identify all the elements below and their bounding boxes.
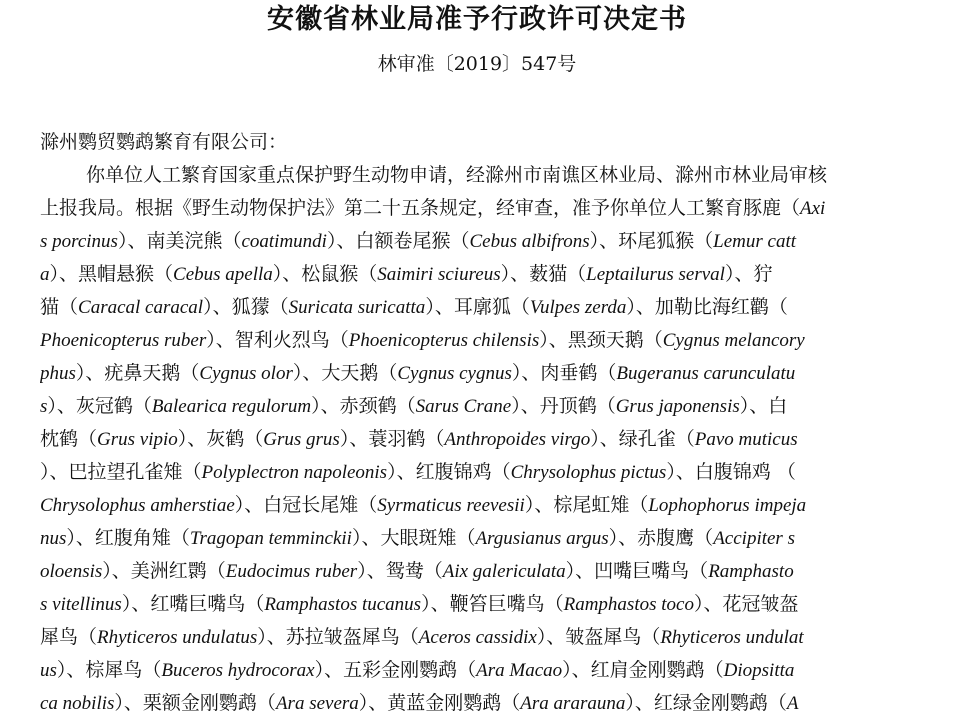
body-text-segment: ）、黑颈天鹅（: [539, 329, 663, 351]
body-text-segment: 你单位人工繁育国家重点保护野生动物申请，经滁州市南谯区林业局、滁州市林业局审核: [86, 164, 828, 186]
body-text-segment: ）、加勒比海红鹳（: [626, 296, 788, 318]
species-latin-name: Ramphastos toco: [563, 594, 694, 615]
body-text-line: [40, 291, 912, 324]
body-text-segment: ）、五彩金刚鹦鹉（: [314, 659, 477, 681]
species-latin-name: Ara severa: [275, 693, 359, 714]
species-latin-name: Cygnus melancory: [662, 330, 805, 351]
body-text-segment: ）、绿孔雀（: [590, 428, 695, 450]
body-text-segment: ）、苏拉皱盔犀鸟（: [257, 626, 419, 648]
body-text-segment: ）、红绿金刚鹦鹉（: [625, 692, 787, 714]
body-text-segment: ）、丹顶鹤（: [511, 395, 616, 417]
species-latin-name: s porcinus: [40, 231, 118, 252]
body-text-segment: ）、薮猫（: [500, 263, 587, 285]
body-text-line: [40, 423, 912, 456]
body-text-segment: ）、红腹角雉（: [66, 527, 190, 549]
body-text-segment: ）、红肩金刚鹦鹉（: [562, 659, 724, 681]
species-latin-name: oloensis: [40, 561, 103, 582]
body-text-segment: ）、赤颈鹤（: [311, 395, 416, 417]
species-latin-name: Caracal caracal: [78, 297, 204, 318]
species-latin-name: Accipiter s: [713, 528, 795, 549]
body-text-line: [40, 357, 912, 390]
document-body: [40, 159, 912, 715]
body-text-segment: ）、黑帽悬猴（: [49, 263, 174, 285]
species-latin-name: Grus japonensis: [615, 396, 740, 417]
body-text-segment: ）、棕尾虹雉（: [524, 494, 649, 516]
species-latin-name: Cygnus olor: [199, 363, 293, 384]
body-text-segment: ）、巴拉望孔雀雉（: [40, 461, 202, 483]
body-text-segment: ）、大眼斑雉（: [351, 527, 476, 549]
species-latin-name: Diopsitta: [723, 660, 795, 681]
body-text-segment: ）、凹嘴巨嘴鸟（: [565, 560, 709, 582]
species-latin-name: Ara Macao: [476, 660, 563, 681]
body-text-segment: ）、白: [739, 395, 788, 417]
body-text-line: [40, 489, 912, 522]
species-latin-name: Lophophorus impeja: [648, 495, 807, 516]
body-text-segment: ）、南美浣熊（: [117, 230, 242, 252]
species-latin-name: Eudocimus ruber: [225, 561, 358, 582]
body-text-segment: ）、美洲红鹮（: [102, 560, 226, 582]
body-text-segment: 枕鹤（: [40, 428, 98, 450]
body-text-segment: ）、红嘴巨嘴鸟（: [121, 593, 265, 615]
body-text-line: [40, 621, 912, 654]
body-text-line: [40, 456, 912, 489]
body-text-line: [40, 324, 912, 357]
body-text-segment: ）、棕犀鸟（: [56, 659, 162, 681]
body-text-segment: ）、疣鼻天鹅（: [75, 362, 200, 384]
species-latin-name: Vulpes zerda: [529, 297, 627, 318]
document-title: 安徽省林业局准予行政许可决定书: [267, 4, 687, 35]
body-text-segment: ）、狐獴（: [203, 296, 289, 318]
body-text-segment: ）、红腹锦鸡（: [387, 461, 511, 483]
species-latin-name: a: [40, 264, 50, 285]
body-text-segment: ）、松鼠猴（: [272, 263, 378, 285]
species-latin-name: Rhyticeros undulat: [660, 627, 804, 648]
species-latin-name: Saimiri sciureus: [377, 264, 501, 285]
body-text-segment: ）、赤腹鹰（: [608, 527, 714, 549]
body-text-segment: ）、栗额金刚鹦鹉（: [114, 692, 276, 714]
species-latin-name: Argusianus argus: [475, 528, 609, 549]
species-latin-name: Chrysolophus pictus: [510, 462, 667, 483]
body-text-segment: ）、灰冠鹤（: [47, 395, 152, 417]
species-latin-name: Leptailurus serval: [586, 264, 725, 285]
species-latin-name: Pavo muticus: [694, 429, 798, 450]
species-latin-name: Ara ararauna: [520, 693, 626, 714]
species-latin-name: A: [786, 693, 799, 714]
species-latin-name: Balearica regulorum: [151, 396, 312, 417]
species-latin-name: Tragopan temminckii: [189, 528, 352, 549]
body-text-segment: ）、灰鹤（: [177, 428, 264, 450]
species-latin-name: Sarus Crane: [415, 396, 512, 417]
body-text-line: [40, 258, 912, 291]
species-latin-name: coatimundi: [241, 231, 327, 252]
species-latin-name: Phoenicopterus ruber: [40, 330, 207, 351]
species-latin-name: Axi: [800, 198, 826, 219]
addressee: 滁州鹦贸鹦鹉繁育有限公司：: [40, 131, 288, 153]
species-latin-name: Polyplectron napoleonis: [201, 462, 388, 483]
body-text-segment: ）、智利火烈鸟（: [206, 329, 349, 351]
body-text-line: [40, 654, 912, 687]
body-text-segment: ）、大天鹅（: [292, 362, 398, 384]
body-text-segment: 上报我局。根据《野生动物保护法》第二十五条规定，经审查，准予你单位人工繁育豚鹿（: [40, 197, 801, 219]
species-latin-name: Cebus apella: [173, 264, 273, 285]
species-latin-name: s vitellinus: [40, 594, 122, 615]
species-latin-name: Cygnus cygnus: [397, 363, 512, 384]
body-text-segment: 犀鸟（: [40, 626, 98, 648]
species-latin-name: Bugeranus carunculatu: [616, 363, 796, 384]
body-text-segment: ）、狞: [724, 263, 773, 285]
species-latin-name: s: [40, 396, 48, 417]
species-latin-name: Grus vipio: [97, 429, 178, 450]
species-latin-name: Ramphasto: [708, 561, 794, 582]
body-text-line: [40, 159, 912, 192]
body-text-segment: ）、环尾狐猴（: [589, 230, 714, 252]
species-latin-name: Rhyticeros undulatus: [97, 627, 258, 648]
body-text-segment: ）、鸳鸯（: [357, 560, 443, 582]
body-text-segment: ）、白冠长尾雉（: [234, 494, 378, 516]
body-text-line: [40, 192, 912, 225]
species-latin-name: Phoenicopterus chilensis: [348, 330, 540, 351]
species-latin-name: us: [40, 660, 57, 681]
body-text-line: [40, 522, 912, 555]
body-text-segment: ）、鞭笞巨嘴鸟（: [421, 593, 564, 615]
body-text-line: [40, 555, 912, 588]
body-text-segment: ）、蓑羽鹤（: [339, 428, 445, 450]
body-text-line: [40, 687, 912, 715]
body-text-segment: ）、耳廓狐（: [425, 296, 530, 318]
body-text-segment: ）、白腹锦鸡 （: [666, 461, 796, 483]
species-latin-name: nus: [40, 528, 67, 549]
species-latin-name: Buceros hydrocorax: [161, 660, 315, 681]
body-text-segment: 猫（: [40, 296, 79, 318]
species-latin-name: ca nobilis: [40, 693, 115, 714]
species-latin-name: Suricata suricatta: [288, 297, 426, 318]
body-text-segment: ）、黄蓝金刚鹦鹉（: [358, 692, 521, 714]
body-text-segment: ）、花冠皱盔: [693, 593, 799, 615]
species-latin-name: Grus grus: [263, 429, 340, 450]
species-latin-name: Cebus albifrons: [469, 231, 590, 252]
species-latin-name: Chrysolophus amherstiae: [40, 495, 235, 516]
body-text-segment: ）、白额卷尾猴（: [326, 230, 470, 252]
species-latin-name: phus: [40, 363, 76, 384]
species-latin-name: Aix galericulata: [442, 561, 566, 582]
species-latin-name: Anthropoides virgo: [444, 429, 591, 450]
species-latin-name: Ramphastos tucanus: [264, 594, 422, 615]
body-text-line: [40, 390, 912, 423]
body-text-segment: ）、皱盔犀鸟（: [536, 626, 661, 648]
body-text-segment: ）、肉垂鹤（: [511, 362, 617, 384]
species-latin-name: Lemur catt: [713, 231, 797, 252]
body-text-line: [40, 225, 912, 258]
species-latin-name: Syrmaticus reevesii: [377, 495, 525, 516]
species-latin-name: Aceros cassidix: [418, 627, 537, 648]
body-text-line: [40, 588, 912, 621]
document-number: 林审准〔2019〕547号: [377, 53, 577, 75]
